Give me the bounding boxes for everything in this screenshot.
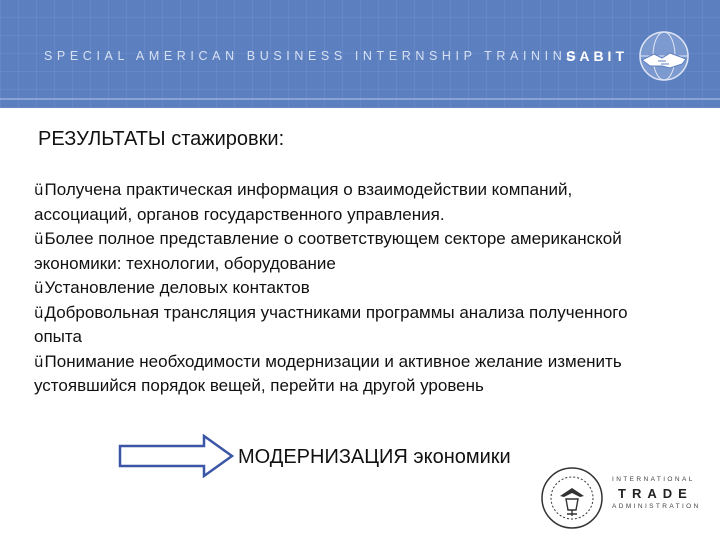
list-item: üБолее полное представление о соответствующем секторе американской экономики: технологии, оборудование — [34, 229, 622, 273]
conclusion-text: МОДЕРНИЗАЦИЯ экономики — [238, 446, 511, 468]
department-of-commerce-seal-icon — [540, 466, 604, 530]
list-item: üДобровольная трансляция участниками программы анализа полученного опыта — [34, 302, 628, 346]
checkmark-icon: ü — [34, 181, 44, 199]
header-banner — [0, 0, 720, 108]
brand-name: SABIT — [566, 48, 628, 64]
ita-logo: INTERNATIONAL TRADE ADMINISTRATION — [612, 476, 701, 510]
checkmark-icon: ü — [34, 230, 44, 248]
banner-divider — [0, 98, 720, 100]
checkmark-icon: ü — [34, 279, 44, 297]
checkmark-icon: ü — [34, 352, 44, 371]
program-title: SPECIAL AMERICAN BUSINESS INTERNSHIP TRAINING — [44, 49, 581, 63]
list-item: üПонимание необходимости модернизации и активное желание изменить устоявшийся порядок вещей, перейти на другой уровень — [34, 351, 622, 395]
list-item: üУстановление деловых контактов — [34, 278, 310, 297]
handshake-globe-icon — [636, 28, 692, 84]
right-arrow-icon — [118, 434, 236, 478]
page-heading: РЕЗУЛЬТАТЫ стажировки: — [38, 128, 285, 150]
checkmark-icon: ü — [34, 303, 44, 322]
results-list — [34, 178, 654, 399]
list-item: üПолучена практическая информация о взаимодействии компаний, ассоциаций, органов государственного управления. — [34, 180, 573, 224]
